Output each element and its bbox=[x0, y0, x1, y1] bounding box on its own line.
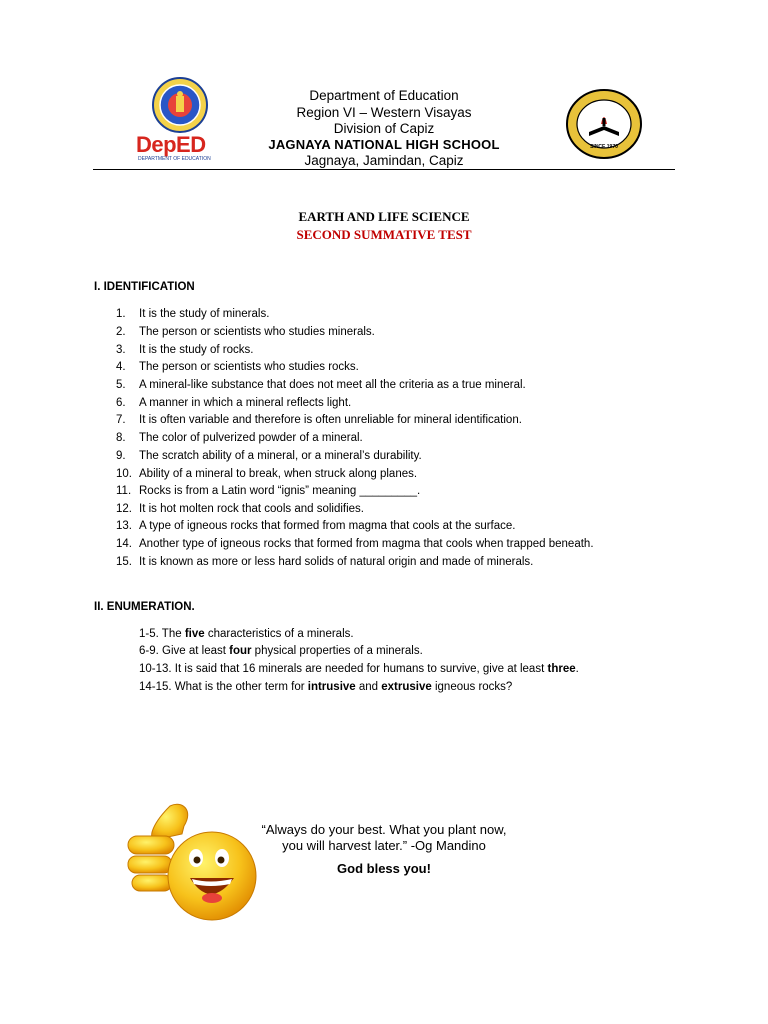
item-text: It is hot molten rock that cools and solidifies. bbox=[139, 503, 364, 515]
item-number: 7. bbox=[116, 414, 126, 426]
item-text: It is the study of minerals. bbox=[139, 308, 270, 320]
list-item bbox=[139, 680, 512, 694]
school-seal-year: SINCE 1970 bbox=[590, 144, 618, 150]
list-item bbox=[116, 537, 594, 551]
list-item bbox=[139, 627, 354, 641]
item-emphasis: four bbox=[229, 645, 252, 657]
item-text: The person or scientists who studies rocks. bbox=[139, 361, 359, 373]
list-item bbox=[116, 467, 417, 481]
school-seal-icon bbox=[565, 88, 643, 160]
list-item bbox=[139, 662, 579, 676]
item-number: 4. bbox=[116, 361, 126, 373]
list-item bbox=[116, 502, 364, 516]
list-item bbox=[116, 325, 375, 339]
item-number: 12. bbox=[116, 503, 132, 515]
region-name: Region VI – Western Visayas bbox=[296, 105, 472, 120]
list-item bbox=[116, 519, 516, 533]
list-item bbox=[116, 555, 533, 569]
list-item bbox=[116, 431, 363, 445]
item-number: 8. bbox=[116, 432, 126, 444]
item-number: 1. bbox=[116, 308, 126, 320]
item-number: 15. bbox=[116, 556, 132, 568]
school-address: Jagnaya, Jamindan, Capiz bbox=[304, 153, 464, 168]
item-text: A type of igneous rocks that formed from magma that cools at the surface. bbox=[139, 520, 516, 532]
school-name: JAGNAYA NATIONAL HIGH SCHOOL bbox=[268, 137, 500, 152]
item-number: 14. bbox=[116, 538, 132, 550]
quote-line-1: “Always do your best. What you plant now, bbox=[261, 822, 507, 837]
item-text: The color of pulverized powder of a mineral. bbox=[139, 432, 363, 444]
deped-logo-subtext: DEPARTMENT OF EDUCATION bbox=[138, 156, 211, 162]
quote-line-2: you will harvest later.” -Og Mandino bbox=[282, 838, 486, 853]
list-item bbox=[116, 307, 269, 321]
item-text: It is the study of rocks. bbox=[139, 344, 254, 356]
subject-title: EARTH AND LIFE SCIENCE bbox=[298, 209, 470, 224]
list-item bbox=[116, 378, 526, 392]
item-emphasis: three bbox=[547, 663, 576, 675]
item-number: 5. bbox=[116, 379, 126, 391]
item-number: 2. bbox=[116, 326, 126, 338]
deped-logo-text: DepED bbox=[136, 132, 206, 157]
item-text: The person or scientists who studies minerals. bbox=[139, 326, 375, 338]
item-number: 9. bbox=[116, 450, 126, 462]
item-text: 1-5. The bbox=[139, 628, 185, 640]
list-item bbox=[116, 413, 522, 427]
test-title: SECOND SUMMATIVE TEST bbox=[296, 227, 472, 242]
enumeration-heading: II. ENUMERATION. bbox=[94, 601, 195, 613]
item-number: 11. bbox=[116, 485, 132, 497]
department-name: Department of Education bbox=[309, 88, 459, 103]
division-name: Division of Capiz bbox=[333, 121, 435, 136]
item-number: 6. bbox=[116, 397, 126, 409]
item-number: 13. bbox=[116, 520, 132, 532]
item-emphasis: five bbox=[184, 628, 205, 640]
item-text: A mineral-like substance that does not meet all the criteria as a true mineral. bbox=[139, 379, 526, 391]
item-text: 10-13. It is said that 16 minerals are needed for humans to survive, give at least bbox=[139, 663, 548, 675]
item-emphasis: extrusive bbox=[381, 681, 432, 693]
list-item bbox=[116, 484, 420, 498]
item-text: 6-9. Give at least bbox=[139, 645, 230, 657]
item-text: . bbox=[575, 663, 579, 675]
item-text: 14-15. What is the other term for bbox=[139, 681, 308, 693]
header-divider bbox=[93, 169, 675, 170]
item-text: characteristics of a minerals. bbox=[204, 628, 354, 640]
list-item bbox=[116, 343, 253, 357]
item-text: The scratch ability of a mineral, or a mineral’s durability. bbox=[139, 450, 422, 462]
item-number: 10. bbox=[116, 468, 132, 480]
item-emphasis: intrusive bbox=[307, 681, 356, 693]
closing-blessing: God bless you! bbox=[337, 861, 431, 876]
item-text: igneous rocks? bbox=[431, 681, 513, 693]
item-text: A manner in which a mineral reflects light. bbox=[139, 397, 352, 409]
list-item bbox=[116, 449, 422, 463]
item-text: and bbox=[355, 681, 382, 693]
item-number: 3. bbox=[116, 344, 126, 356]
item-text: Ability of a mineral to break, when struck along planes. bbox=[139, 468, 418, 480]
item-text: It is known as more or less hard solids of natural origin and made of minerals. bbox=[139, 556, 534, 568]
item-text: Rocks is from a Latin word “ignis” meaning _________. bbox=[139, 485, 421, 497]
list-item bbox=[116, 396, 351, 410]
identification-heading: I. IDENTIFICATION bbox=[94, 281, 195, 293]
list-item bbox=[116, 360, 359, 374]
item-text: Another type of igneous rocks that formed from magma that cools when trapped beneath. bbox=[139, 538, 594, 550]
item-text: physical properties of a minerals. bbox=[251, 645, 423, 657]
list-item bbox=[139, 644, 423, 658]
item-text: It is often variable and therefore is often unreliable for mineral identification. bbox=[139, 414, 522, 426]
